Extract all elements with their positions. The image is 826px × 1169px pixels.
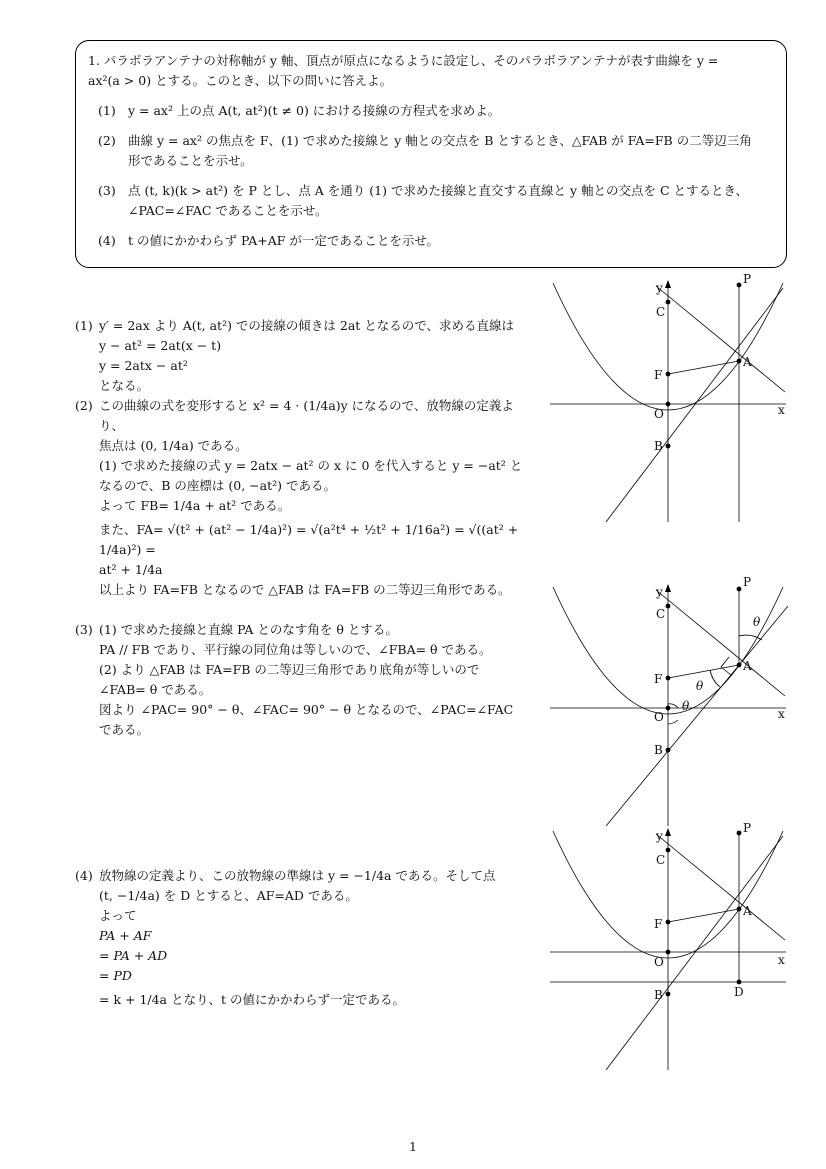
point-a (737, 663, 742, 668)
answer-3 (75, 620, 535, 740)
answer-3-line-5: 図より ∠PAC= 90° − θ、∠FAC= 90° − θ となるので、∠PAC=∠FAC (99, 702, 514, 717)
question-3-cont (88, 201, 774, 221)
problem-box (75, 40, 787, 268)
label-f: F (654, 917, 663, 931)
point-p (737, 831, 742, 836)
question-1-text: y = ax² 上の点 A(t, at²)(t ≠ 0) における接線の方程式を求めよ。 (128, 103, 501, 118)
point-c (666, 848, 671, 853)
answer-3-line-2: PA // FB であり、平行線の同位角は等しいので、∠FBA= θ である。 (99, 642, 492, 657)
point-o (666, 402, 671, 407)
answer-3-line-4: ∠FAB= θ である。 (99, 682, 212, 697)
y-axis-arrow (665, 280, 671, 288)
question-3-text-b: ∠PAC=∠FAC であることを示せ。 (128, 203, 328, 218)
normal-line (656, 590, 785, 696)
label-p: P (743, 272, 752, 286)
segment-fa (668, 909, 739, 922)
answer-2-line-5: よって FB= 1/4a + at² である。 (99, 498, 291, 513)
question-2-text-a: 曲線 y = ax² の焦点を F、(1) で求めた接線と y 軸との交点を B とするとき、△FAB が FA=FB の二等辺三角 (128, 133, 752, 148)
label-p: P (743, 821, 752, 835)
label-b: B (654, 439, 663, 453)
point-o (666, 950, 671, 955)
label-x: x (778, 403, 785, 417)
answer-3-line-6: である。 (99, 722, 150, 737)
question-2-number: (2) (98, 133, 116, 148)
question-3-number: (3) (98, 183, 116, 198)
label-a: A (743, 355, 752, 369)
answer-4-line-6: = PD (99, 968, 132, 983)
answer-4-line-2: (t, −1/4a) を D とすると、AF=AD である。 (99, 888, 358, 903)
answer-2-line-2: 焦点は (0, 1/4a) である。 (99, 438, 248, 453)
label-d: D (734, 985, 744, 999)
answer-2-number: (2) (75, 398, 93, 413)
point-a (737, 907, 742, 912)
y-axis-arrow (665, 828, 671, 836)
point-p (737, 283, 742, 288)
answer-4-line-7: = k + 1/4a となり、t の値にかかわらず一定である。 (99, 992, 405, 1007)
answer-1-line-4: となる。 (99, 378, 150, 393)
answer-4-line-3: よって (99, 908, 137, 923)
label-c: C (656, 607, 666, 621)
point-b (666, 748, 671, 753)
answer-1-line-3: y = 2atx − at² (99, 358, 188, 373)
label-o: O (654, 710, 664, 724)
answer-3-line-1: (1) で求めた接線と直線 PA とのなす角を θ とする。 (99, 622, 398, 637)
label-b: B (654, 988, 663, 1002)
normal-line (656, 834, 785, 940)
label-c: C (656, 853, 666, 867)
problem-line-1: 1. パラボラアンテナの対称軸が y 軸、頂点が原点になるように設定し、そのパラボラアンテナが表す曲線を y = (88, 53, 719, 68)
answer-3-line-3: (2) より △FAB は FA=FB の二等辺三角形であり底角が等しいので (99, 662, 480, 677)
answer-1-2 (75, 316, 535, 600)
label-c: C (656, 305, 666, 319)
label-theta-fab: θ (696, 679, 704, 693)
label-f: F (654, 672, 663, 686)
question-2-text-b: 形であることを示せ。 (128, 153, 253, 168)
figure-2 (548, 574, 798, 834)
label-x: x (778, 707, 785, 721)
figure-3 (548, 818, 798, 1078)
point-b (666, 444, 671, 449)
answer-2-line-6: また、FA= √(t² + (at² − 1/4a)²) = √(a²t⁴ + ½t² + 1/16a²) = √((at² + 1/4a)²) = (99, 522, 519, 557)
point-d (737, 980, 742, 985)
answer-2-line-4: なるので、B の座標は (0, −at²) である。 (99, 478, 336, 493)
label-y: y (656, 585, 663, 599)
answer-2-line-1: この曲線の式を変形すると x² = 4 · (1/4a)y になるので、放物線の定義より、 (99, 398, 514, 433)
point-f (666, 920, 671, 925)
point-b (666, 992, 671, 997)
y-axis-arrow (665, 584, 671, 592)
normal-line (656, 286, 785, 392)
tangent-line (606, 836, 783, 1070)
label-theta-top: θ (753, 615, 761, 629)
answer-2-line-3: (1) で求めた接線の式 y = 2atx − at² の x に 0 を代入すると y = −at² と (99, 458, 523, 473)
label-a: A (743, 659, 752, 673)
label-y: y (656, 829, 663, 843)
point-c (666, 604, 671, 609)
question-1 (88, 101, 774, 121)
answer-1-line-2: y − at² = 2at(x − t) (99, 338, 222, 353)
answer-4-number: (4) (75, 868, 93, 883)
segment-fa (668, 361, 739, 374)
point-f (666, 372, 671, 377)
label-y: y (656, 281, 663, 295)
point-c (666, 300, 671, 305)
answer-4-line-5: = PA + AD (99, 948, 168, 963)
segment-fa (668, 665, 739, 678)
figure-1 (548, 270, 798, 530)
label-theta-origin: θ (682, 699, 690, 713)
answer-4 (75, 866, 535, 1010)
label-x: x (778, 953, 785, 967)
tangent-line (606, 288, 783, 522)
question-4-text: t の値にかかわらず PA+AF が一定であることを示せ。 (128, 233, 440, 248)
answer-3-number: (3) (75, 622, 93, 637)
question-2-cont (88, 151, 774, 171)
angle-arc-fba (668, 720, 678, 724)
answer-4-line-4: PA + AF (99, 928, 152, 943)
label-a: A (743, 904, 752, 918)
label-o: O (654, 407, 664, 421)
question-4-number: (4) (98, 233, 116, 248)
page-number: 1 (409, 1140, 417, 1154)
point-f (666, 676, 671, 681)
right-angle-mark (721, 657, 731, 675)
label-f: F (654, 368, 663, 382)
question-2 (88, 131, 774, 151)
point-o (666, 706, 671, 711)
label-b: B (654, 743, 663, 757)
question-1-number: (1) (98, 103, 116, 118)
problem-line-2: ax²(a > 0) とする。このとき、以下の問いに答えよ。 (88, 73, 393, 88)
label-o: O (654, 955, 664, 969)
angle-arc-fab (710, 670, 720, 687)
answer-1-number: (1) (75, 318, 93, 333)
question-4 (88, 231, 774, 251)
answer-2-line-8: 以上より FA=FB となるので △FAB は FA=FB の二等辺三角形である。 (99, 582, 511, 597)
point-p (737, 587, 742, 592)
answer-4-line-1: 放物線の定義より、この放物線の準線は y = −1/4a である。そして点 (99, 868, 496, 883)
label-p: P (743, 575, 752, 589)
question-3-text-a: 点 (t, k)(k > at²) を P とし、点 A を通り (1) で求めた接線と直交する直線と y 軸との交点を C とするとき、 (128, 183, 748, 198)
question-3 (88, 181, 774, 201)
point-a (737, 359, 742, 364)
answer-1-line-1: y′ = 2ax より A(t, at²) での接線の傾きは 2at となるので、求める直線は (99, 318, 515, 333)
answer-2-line-7: at² + 1/4a (99, 562, 163, 577)
